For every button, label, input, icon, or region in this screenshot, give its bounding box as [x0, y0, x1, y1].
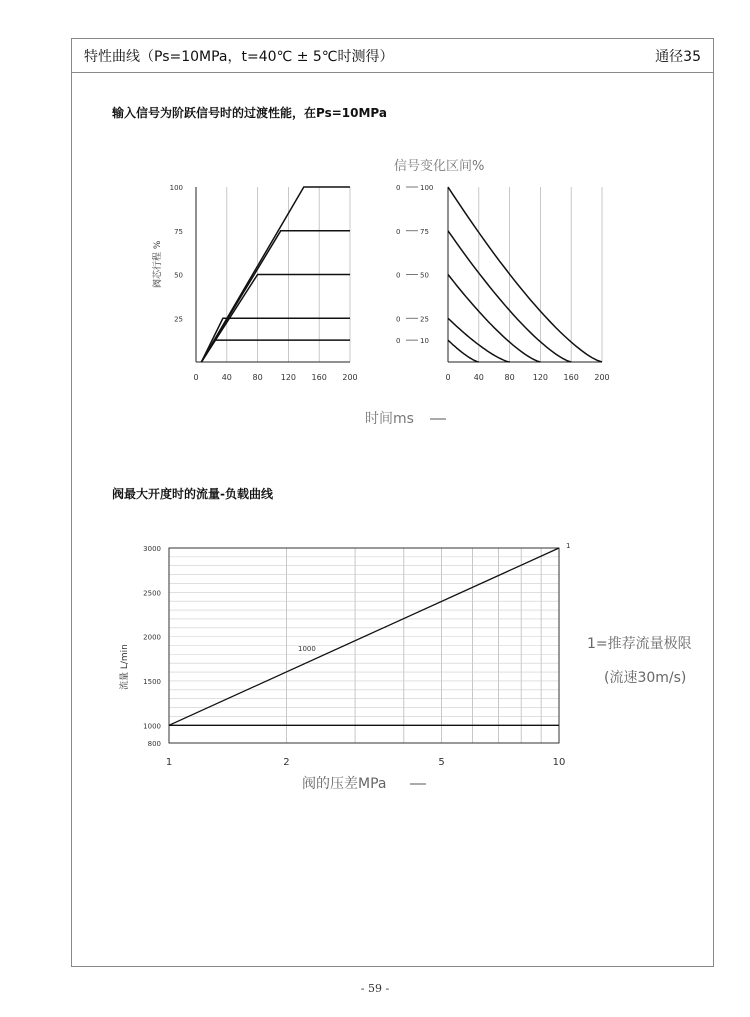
x-tick-label: 120: [280, 373, 297, 382]
chart-flow-load: [118, 542, 692, 792]
x-axis-label: 阀的压差MPa: [302, 776, 387, 792]
range-label-from: 0: [396, 271, 401, 280]
range-label-from: 0: [396, 184, 401, 192]
x-tick-label: 160: [563, 373, 579, 382]
series-label-1: 1: [566, 542, 571, 550]
range-label-to: 100: [420, 184, 434, 192]
header-title: 特性曲线（Ps=10MPa，t=40℃ ± 5℃时测得）: [84, 49, 394, 65]
decay-curve-1: [448, 187, 602, 362]
y-tick-label: 800: [147, 740, 161, 748]
x-tick-label: 0: [445, 373, 451, 382]
y-tick-label: 2500: [143, 589, 161, 598]
x-tick-label: 200: [594, 373, 610, 382]
x-tick-label: 40: [473, 373, 484, 382]
x-tick-label: 160: [311, 373, 327, 382]
y-tick-label: 25: [174, 315, 183, 324]
x-tick-label: 1: [165, 757, 173, 768]
range-label-to: 10: [420, 337, 429, 346]
y-tick-label: 3000: [143, 545, 161, 553]
annotation-line2: (流速30m/s): [604, 670, 687, 686]
range-label-to: 25: [420, 315, 429, 324]
x-tick-label: 0: [193, 373, 199, 382]
y-tick-label: 1500: [143, 677, 161, 686]
range-label-to: 75: [420, 227, 429, 236]
x-axis-label: 时间ms: [365, 411, 414, 427]
y-tick-label: 1000: [143, 722, 161, 731]
x-tick-label: 80: [504, 373, 515, 382]
x-tick-label: 200: [342, 373, 358, 382]
step-curve-1: [201, 340, 350, 362]
chart-signal-decay: [365, 158, 610, 427]
series-label-1000: 1000: [298, 645, 316, 653]
section-title-flow-load: 阀最大开度时的流量-负载曲线: [112, 487, 273, 501]
range-label-from: 0: [396, 227, 401, 236]
chart-step-response: [151, 184, 358, 382]
range-label-to: 50: [420, 271, 429, 280]
annotation-line1: 1=推荐流量极限: [587, 636, 692, 652]
y-axis-label: 阀芯行程 %: [153, 240, 163, 288]
range-label-from: 0: [396, 337, 401, 346]
y-tick-label: 50: [174, 271, 183, 280]
decay-curve-3: [448, 275, 540, 363]
x-tick-label: 80: [252, 373, 263, 382]
y-tick-label: 75: [174, 227, 183, 236]
x-tick-label: 2: [283, 757, 290, 768]
x-tick-label: 5: [438, 757, 445, 768]
section-title-step-response: 输入信号为阶跃信号时的过渡性能，在Ps=10MPa: [112, 106, 387, 120]
y-axis-label: 流量 L/min: [120, 644, 130, 690]
chart-title: 信号变化区间%: [394, 159, 485, 174]
y-tick-label: 2000: [143, 633, 161, 642]
header-size-label: 通径35: [655, 49, 701, 65]
x-tick-label: 120: [532, 373, 549, 382]
decay-curve-5: [448, 340, 479, 362]
x-tick-label: 10: [552, 757, 566, 768]
range-label-from: 0: [396, 315, 401, 324]
x-tick-label: 40: [221, 373, 232, 382]
step-curve-4: [201, 231, 350, 362]
y-tick-label: 100: [169, 184, 183, 192]
page-number: - 59 -: [360, 982, 390, 995]
